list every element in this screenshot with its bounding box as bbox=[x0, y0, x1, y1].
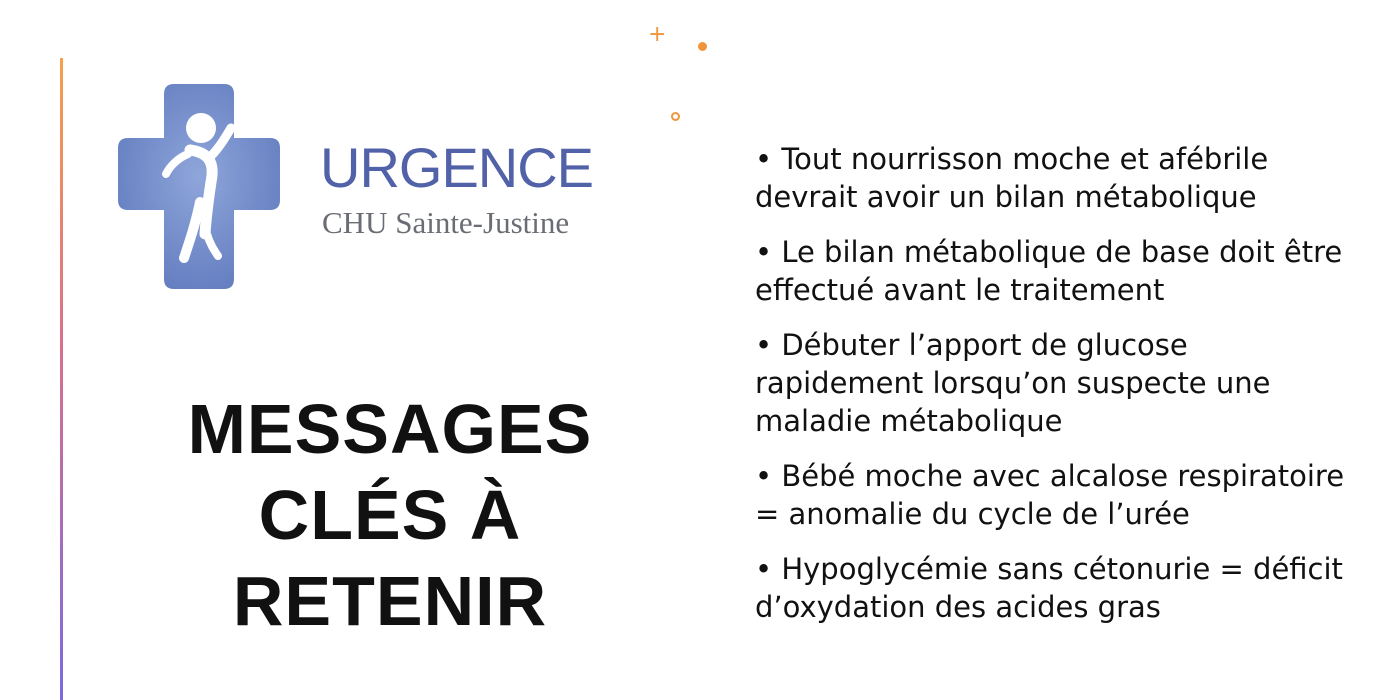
list-item: • Tout nourrisson moche et afébrile devrait avoir un bilan métabolique bbox=[755, 140, 1365, 216]
ring-icon bbox=[671, 112, 680, 121]
logo bbox=[118, 84, 618, 294]
child-in-cross-icon bbox=[118, 84, 280, 289]
list-item: • Débuter l’apport de glucose rapidement lorsqu’on suspecte une maladie métabolique bbox=[755, 326, 1365, 440]
page-title bbox=[140, 386, 640, 644]
logo-name: URGENCE bbox=[320, 136, 594, 199]
list-item: • Hypoglycémie sans cétonurie = déficit d’oxydation des acides gras bbox=[755, 550, 1365, 626]
dot-icon bbox=[698, 42, 707, 51]
title-line-1: MESSAGES bbox=[187, 390, 593, 468]
accent-line bbox=[60, 58, 63, 700]
list-item: • Le bilan métabolique de base doit être effectué avant le traitement bbox=[755, 233, 1365, 309]
list-item: • Bébé moche avec alcalose respiratoire = anomalie du cycle de l’urée bbox=[755, 457, 1365, 533]
plus-icon: + bbox=[648, 22, 667, 47]
logo-subtitle: CHU Sainte-Justine bbox=[322, 205, 570, 240]
title-line-3: RETENIR bbox=[232, 562, 548, 640]
title-line-2: CLÉS À bbox=[258, 476, 522, 554]
key-messages-list bbox=[755, 140, 1365, 643]
